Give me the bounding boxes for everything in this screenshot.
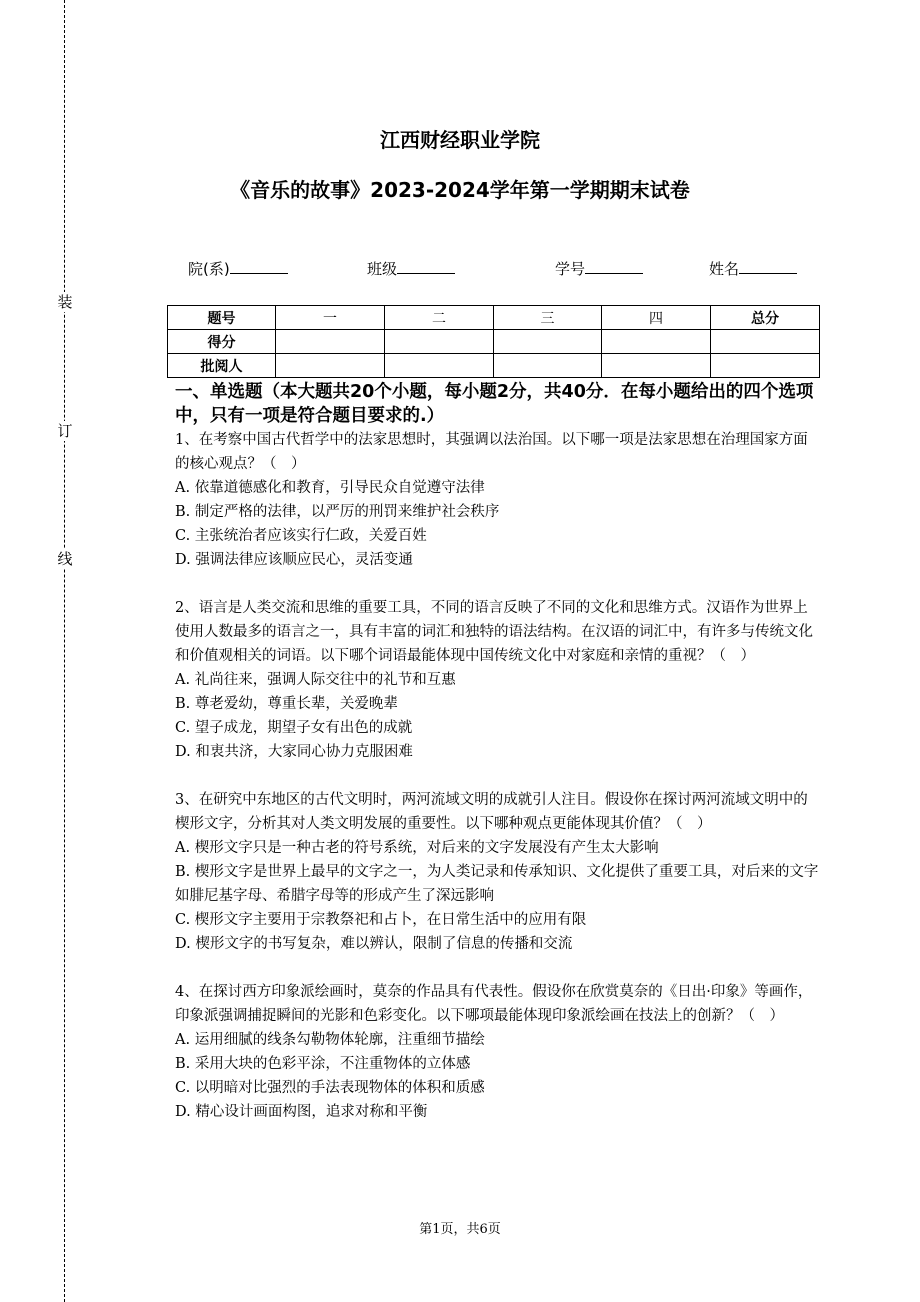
option-c[interactable]: C. 望子成龙，期望子女有出色的成就 (175, 720, 413, 736)
binding-char-xian: 线 (55, 549, 75, 569)
class-field (367, 258, 455, 279)
option-a[interactable]: A. 楔形文字只是一种古老的符号系统，对后来的文字发展没有产生太大影响 (175, 840, 659, 856)
question-4 (175, 980, 820, 1124)
department-field (188, 258, 288, 279)
question-2 (175, 596, 820, 764)
score-table-grader-row (168, 354, 820, 378)
score-table-header-row (168, 306, 820, 330)
col-header-total: 总分 (711, 306, 820, 330)
col-header-2: 二 (385, 306, 494, 330)
binding-char-ding: 订 (55, 421, 75, 441)
option-c[interactable]: C. 楔形文字主要用于宗教祭祀和占卜，在日常生活中的应用有限 (175, 912, 587, 928)
col-header-1: 一 (276, 306, 385, 330)
name-label: 姓名 (709, 260, 740, 278)
option-b[interactable]: B. 采用大块的色彩平涂，不注重物体的立体感 (175, 1056, 471, 1072)
option-d[interactable]: D. 楔形文字的书写复杂，难以辨认，限制了信息的传播和交流 (175, 936, 573, 952)
question-stem: 1、在考察中国古代哲学中的法家思想时，其强调以法治国。以下哪一项是法家思想在治理国家方面的核心观点？（ ） (175, 432, 808, 472)
question-3 (175, 788, 820, 956)
option-d[interactable]: D. 精心设计画面构图，追求对称和平衡 (175, 1104, 428, 1120)
question-1 (175, 428, 820, 572)
student-id-field (555, 258, 643, 279)
class-label: 班级 (367, 260, 398, 278)
option-a[interactable]: A. 依靠道德感化和教育，引导民众自觉遵守法律 (175, 480, 485, 496)
score-table-score-row (168, 330, 820, 354)
col-header-4: 四 (602, 306, 711, 330)
col-header-3: 三 (494, 306, 602, 330)
option-b[interactable]: B. 制定严格的法律，以严厉的刑罚来维护社会秩序 (175, 504, 500, 520)
option-b[interactable]: B. 尊老爱幼，尊重长辈，关爱晚辈 (175, 696, 398, 712)
row-label-score: 得分 (168, 330, 276, 354)
school-name: 江西财经职业学院 (380, 128, 540, 152)
option-d[interactable]: D. 强调法律应该顺应民心，灵活变通 (175, 552, 413, 568)
score-cell[interactable] (602, 330, 711, 354)
row-label-question-no: 题号 (168, 306, 276, 330)
name-blank[interactable] (739, 259, 797, 274)
question-list (175, 428, 820, 1148)
question-stem: 3、在研究中东地区的古代文明时，两河流域文明的成就引人注目。假设你在探讨两河流域文明中的楔形文字，分析其对人类文明发展的重要性。以下哪种观点更能体现其价值？（ ） (175, 792, 808, 832)
name-field (709, 258, 797, 279)
grader-cell[interactable] (602, 354, 711, 378)
option-c[interactable]: C. 以明暗对比强烈的手法表现物体的体积和质感 (175, 1080, 485, 1096)
exam-title: 《音乐的故事》2023-2024学年第一学期期末试卷 (230, 178, 690, 202)
option-a[interactable]: A. 运用细腻的线条勾勒物体轮廓，注重细节描绘 (175, 1032, 485, 1048)
option-d[interactable]: D. 和衷共济，大家同心协力克服困难 (175, 744, 413, 760)
option-c[interactable]: C. 主张统治者应该实行仁政，关爱百姓 (175, 528, 427, 544)
grader-cell[interactable] (494, 354, 602, 378)
student-id-blank[interactable] (585, 259, 643, 274)
score-cell[interactable] (385, 330, 494, 354)
option-b[interactable]: B. 楔形文字是世界上最早的文字之一，为人类记录和传承知识、文化提供了重要工具，对后来的文字如腓尼基字母、希腊字母等的形成产生了深远影响 (175, 864, 819, 904)
row-label-grader: 批阅人 (168, 354, 276, 378)
question-stem: 2、语言是人类交流和思维的重要工具，不同的语言反映了不同的文化和思维方式。汉语作为世界上使用人数最多的语言之一，具有丰富的词汇和独特的语法结构。在汉语的词汇中，有许多与传统文化和价值观相关的词语。以下哪个词语最能体现中国传统文化中对家庭和亲情的重视？（ ） (175, 600, 813, 664)
department-label: 院(系) (188, 260, 230, 278)
grader-cell[interactable] (385, 354, 494, 378)
question-stem: 4、在探讨西方印象派绘画时，莫奈的作品具有代表性。假设你在欣赏莫奈的《日出·印象》等画作，印象派强调捕捉瞬间的光影和色彩变化。以下哪项最能体现印象派绘画在技法上的创新？（ ） (175, 984, 813, 1024)
page-number: 第1页，共6页 (419, 1222, 501, 1237)
section-heading: 一、单选题（本大题共20个小题，每小题2分，共40分．在每小题给出的四个选项中，只有一项是符合题目要求的.） (175, 382, 814, 426)
grader-cell-total[interactable] (711, 354, 820, 378)
option-a[interactable]: A. 礼尚往来，强调人际交往中的礼节和互惠 (175, 672, 456, 688)
score-cell[interactable] (276, 330, 385, 354)
class-blank[interactable] (397, 259, 455, 274)
grader-cell[interactable] (276, 354, 385, 378)
score-table (167, 305, 820, 378)
student-id-label: 学号 (555, 260, 586, 278)
score-cell-total[interactable] (711, 330, 820, 354)
binding-char-zhuang: 装 (55, 292, 75, 312)
score-cell[interactable] (494, 330, 602, 354)
department-blank[interactable] (230, 259, 288, 274)
